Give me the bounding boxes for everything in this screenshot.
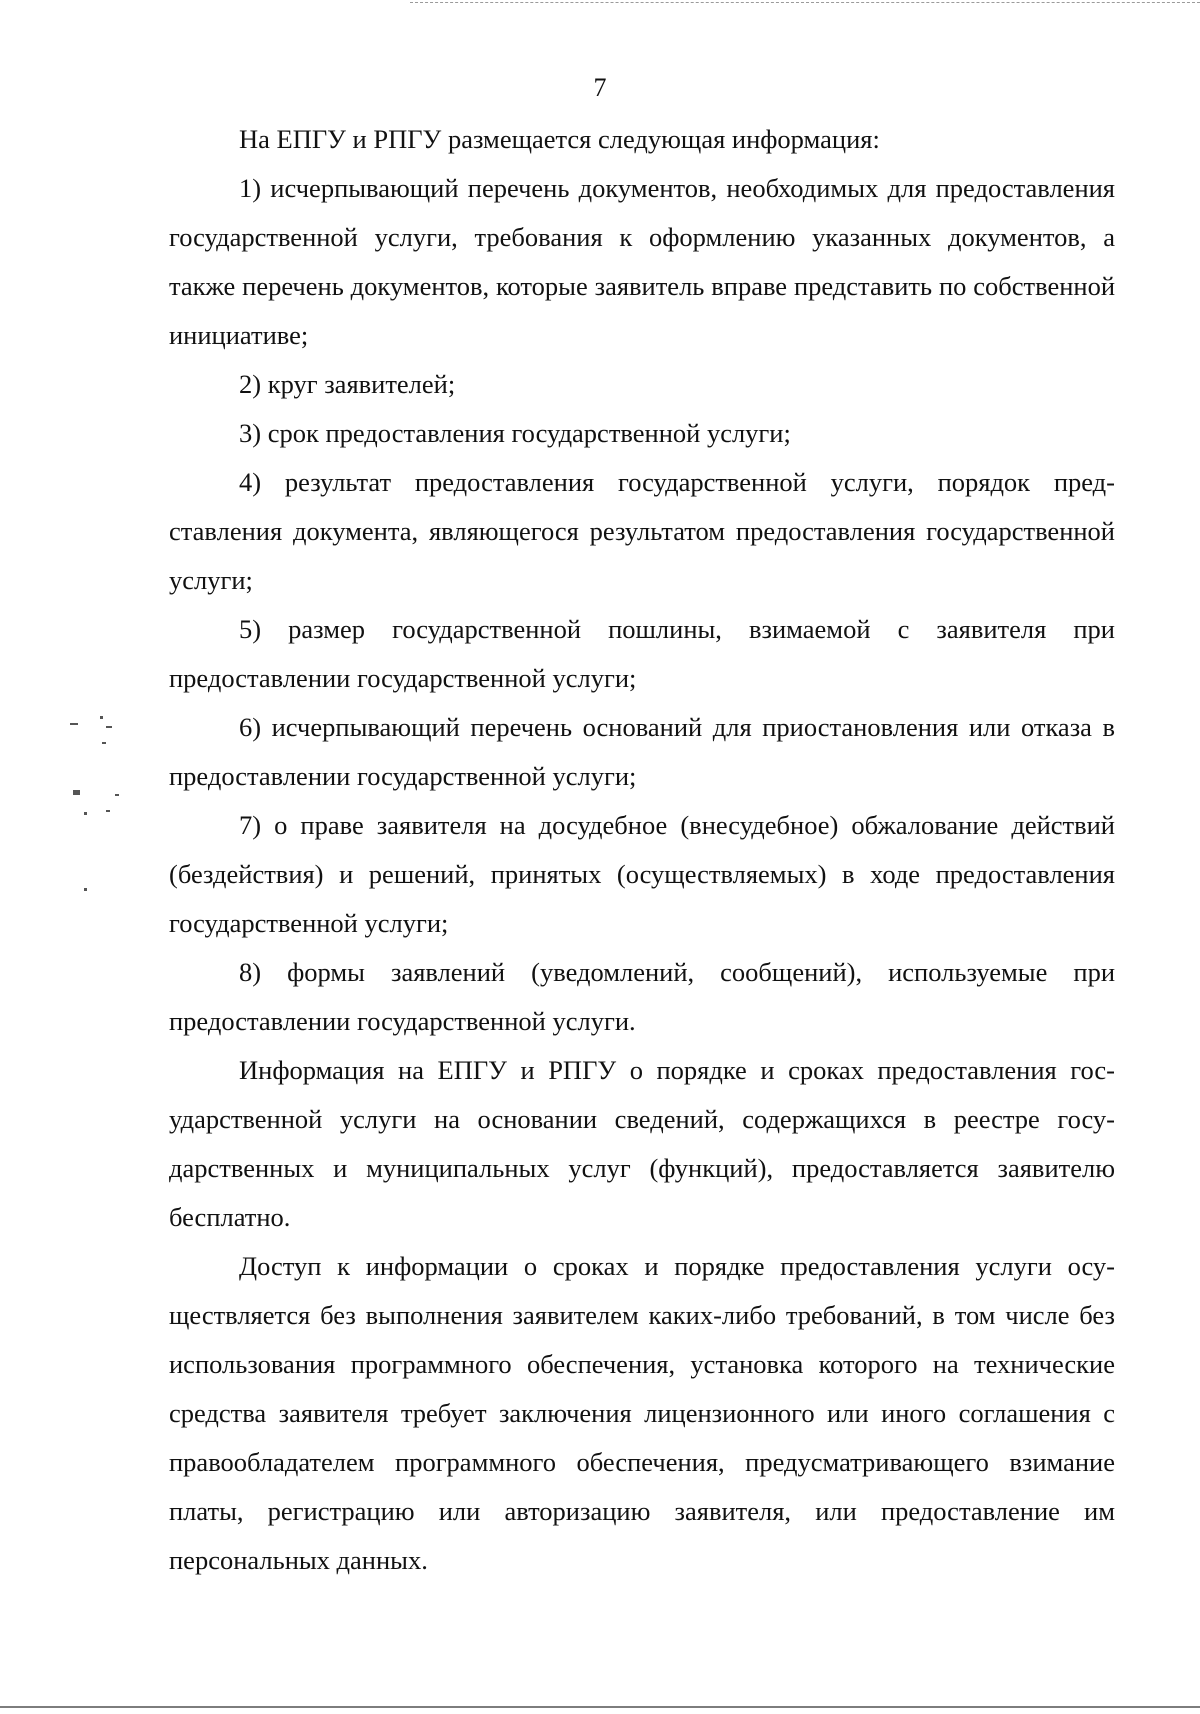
paragraph-item-2: 2) круг заявителей; bbox=[239, 369, 456, 399]
paragraph-item-5: 5) размер государственной пошлины, взимаемой с заявителя при предоставлении государственной услуги; bbox=[169, 614, 1115, 693]
paragraph-intro: На ЕПГУ и РПГУ размещается следующая информация: bbox=[239, 124, 880, 154]
page-number: 7 bbox=[593, 73, 607, 102]
paragraph-item-3: 3) срок предоставления государственной услуги; bbox=[239, 418, 791, 448]
scan-edge-bottom bbox=[0, 1706, 1200, 1708]
paragraph-access: Доступ к информации о сроках и порядке предоставления услуги осуществляется без выполнения заявителем каких-либо требований, в том числе без использования программного обеспечения, установка которого на технические средства заявителя требует заключения лицензионного или иного соглашения с правообладателем программного обеспечения, предусматривающего взимание платы, регистрацию или авторизацию заявителя, или предоставление им персональных данных. bbox=[169, 1251, 1115, 1575]
paragraph-item-7: 7) о праве заявителя на досудебное (внесудебное) обжалование действий (бездействия) и решений, принятых (осуществляемых) в ходе предоставления государственной услуги; bbox=[169, 810, 1115, 938]
paragraph-item-4: 4) результат предоставления государственной услуги, порядок представления документа, являющегося результатом предоставления государственной услуги; bbox=[169, 467, 1115, 595]
scan-edge-top bbox=[410, 2, 1200, 3]
paragraph-info-free: Информация на ЕПГУ и РПГУ о порядке и сроках предоставления государственной услуги на основании сведений, содержащихся в реестре государственных и муниципальных услуг (функций), предоставляется заявителю бесплатно. bbox=[169, 1055, 1115, 1232]
paragraph-item-8: 8) формы заявлений (уведомлений, сообщений), используемые при предоставлении государственной услуги. bbox=[169, 957, 1115, 1036]
paragraph-item-6: 6) исчерпывающий перечень оснований для приостановления или отказа в предоставлении государственной услуги; bbox=[169, 712, 1115, 791]
page-body bbox=[169, 115, 1115, 1585]
paragraph-item-1: 1) исчерпывающий перечень документов, необходимых для предоставления государственной услуги, требования к оформлению указанных документов, а также перечень документов, которые заявитель вправе представить по собственной инициативе; bbox=[169, 173, 1115, 350]
